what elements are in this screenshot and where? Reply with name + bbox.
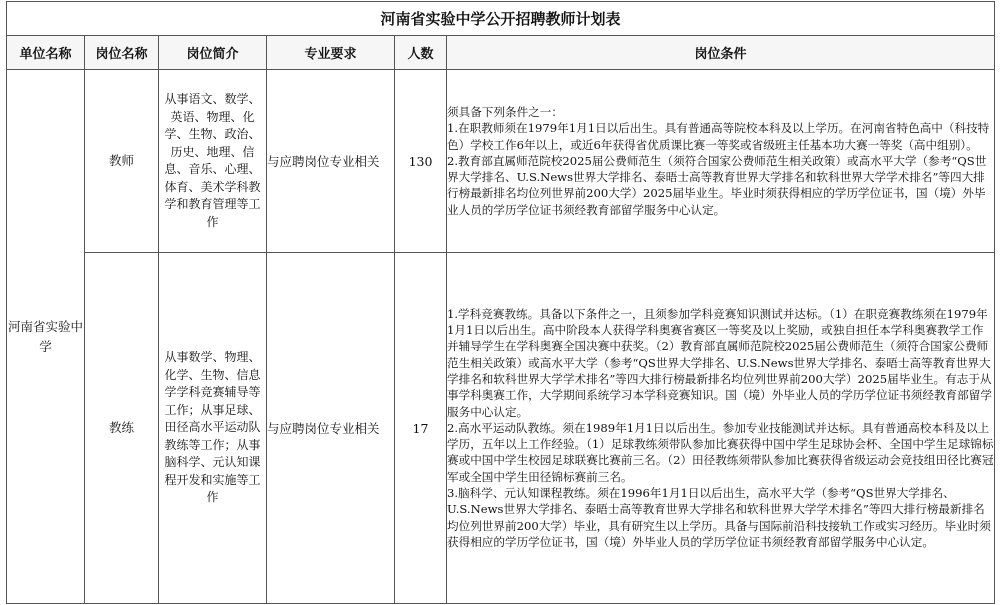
- table-row: [7, 70, 995, 253]
- table-header-row: [7, 36, 995, 70]
- condition-paragraph: 须具备下列条件之一：: [447, 104, 563, 119]
- headcount-cell: 130: [395, 70, 447, 253]
- table-title: 河南省实验中学公开招聘教师计划表: [7, 2, 995, 36]
- header-position-name: 岗位名称: [85, 36, 159, 70]
- condition-paragraph: 2.高水平运动队教练。须在1989年1月1日以后出生。参加专业技能测试并达标。具有普通高校本科及以上学历，五年以上工作经验。（1）足球教练须带队参加比赛获得中国中学生足球协会杯、全国中学生足球锦标赛或中国中学生校园足球联赛比赛前三名。（2）田径教练须带队参加比赛获得省级运动会竞技组田径比赛冠军或全国中学生田径锦标赛前三名。: [447, 420, 994, 484]
- conditions-cell: [447, 70, 995, 253]
- major-requirement-cell: 与应聘岗位专业相关: [267, 253, 395, 604]
- position-intro-cell: 从事数学、物理、化学、生物、信息学学科竞赛辅导等工作；从事足球、田径高水平运动队教练等工作；从事脑科学、元认知课程开发和实施等工作: [159, 253, 267, 604]
- header-position-intro: 岗位简介: [159, 36, 267, 70]
- recruitment-plan-table: [6, 1, 995, 604]
- header-headcount: 人数: [395, 36, 447, 70]
- condition-paragraph: 1.学科竞赛教练。具备以下条件之一，且须参加学科竞赛知识测试并达标。（1）在职竞赛教练须在1979年1月1日以后出生。高中阶段本人获得学科奥赛省赛区一等奖及以上奖励，或独自担任本学科奥赛教学工作并辅导学生在学科奥赛全国决赛中获奖。（2）教育部直属师范院校2025届公费师范生（须符合国家公费师范生相关政策）或高水平大学（参考“QS世界大学排名、U.S.News世界大学排名、泰晤士高等教育世界大学排名和软科世界大学学术排名”等四大排行榜最新排名均位列世界前200大学）2025届毕业生。有志于从事学科奥赛工作，大学期间系统学习本学科竞赛知识。国（境）外毕业人员的学历学位证书须经教育部留学服务中心认定。: [447, 306, 992, 419]
- condition-paragraph: 3.脑科学、元认知课程教练。须在1996年1月1日以后出生，高水平大学（参考“QS世界大学排名、U.S.News世界大学排名、泰晤士高等教育世界大学排名和软科世界大学学术排名”等四大排行榜最新排名均位列世界前200大学）毕业，具有研究生以上学历。具备与国际前沿科技接轨工作或实习经历。毕业时须获得相应的学历学位证书，国（境）外毕业人员的学历学位证书须经教育部留学服务中心认定。: [447, 486, 991, 549]
- conditions-cell: [447, 253, 995, 604]
- header-major-requirement: 专业要求: [267, 36, 395, 70]
- position-name-cell: 教练: [85, 253, 159, 604]
- header-conditions: 岗位条件: [447, 36, 995, 70]
- unit-name-cell: 河南省实验中学: [7, 70, 85, 604]
- condition-paragraph: 2.教育部直属师范院校2025届公费师范生（须符合国家公费师范生相关政策）或高水平大学（参考“QS世界大学排名、U.S.News世界大学排名、泰晤士高等教育世界大学排名和软科世界大学学术排名”等四大排行榜最新排名均位列世界前200大学）2025届毕业生。毕业时须获得相应的学历学位证书，国（境）外毕业人员的学历学位证书须经教育部留学服务中心认定。: [447, 153, 987, 217]
- condition-paragraph: 1.在职教师须在1979年1月1日以后出生。具有普通高等院校本科及以上学历。在河南省特色高中（科技特色）学校工作6年以上，或近6年获得省优质课比赛一等奖或省级班主任基本功大赛一等奖（高中组别）。: [447, 121, 990, 152]
- table-row: [7, 253, 995, 604]
- position-intro-cell: 从事语文、数学、英语、物理、化学、生物、政治、历史、地理、信息、音乐、心理、体育、美术学科教学和教育管理等工作: [159, 70, 267, 253]
- header-unit-name: 单位名称: [7, 36, 85, 70]
- headcount-cell: 17: [395, 253, 447, 604]
- position-name-cell: 教师: [85, 70, 159, 253]
- major-requirement-cell: 与应聘岗位专业相关: [267, 70, 395, 253]
